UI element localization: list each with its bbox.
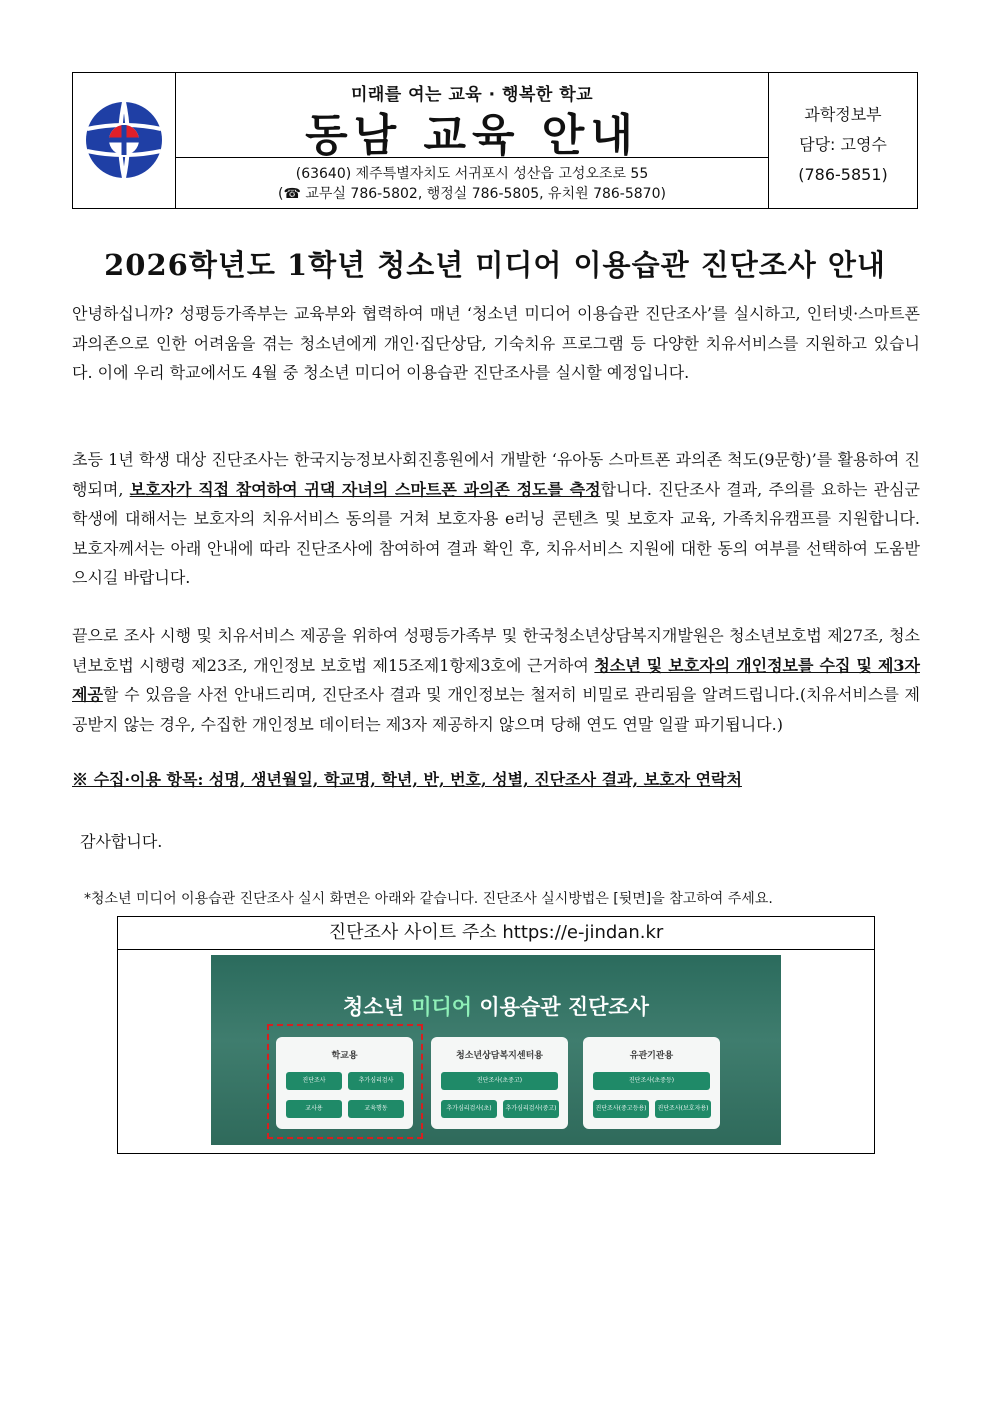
card-agency-title: 유관기관용 [629,1051,674,1061]
highlight-dashed-box [267,1024,423,1139]
letterhead [72,72,918,209]
card-counseling-center [431,1037,568,1129]
screenshot-note: *청소년 미디어 이용습관 진단조사 실시 화면은 아래와 같습니다. 진단조사 실시방법은 [뒷면]을 참고하여 주세요. [84,891,773,907]
paragraph-survey [72,445,920,593]
paragraph-privacy [72,621,920,739]
address-area [176,158,768,208]
site-address-box [117,916,875,1154]
contact-phone: (786-5851) [798,165,888,184]
paragraph-survey-part2: 합니다. 진단조사 결과, 주의를 요하는 관심군 학생에 대해서는 보호자의 치유서비스 동의를 거쳐 보호자용 e러닝 콘텐츠 및 보호자 교육, 가족치유캠프를 지원합니다. 보호자께서는 아래 안내에 따라 진단조사에 참여하여 결과 확인 후, 치유서비스 지원에 대한 동의 여부를 선택하여 도움받으시길 바랍니다. [72,479,920,587]
emphasis-guardian-participation: 보호자가 직접 참여하여 귀댁 자녀의 스마트폰 과의존 정도를 측정 [129,479,601,499]
card-school-button[interactable]: 진단조사 [286,1072,342,1090]
school-phones: (☎ 교무실 786-5802, 행정실 786-5805, 유치원 786-5870) [278,186,666,202]
emphasis-privacy-collection: 청소년 및 보호자의 개인정보를 수집 및 제3자 제공 [72,655,920,704]
card-school-button[interactable]: 교육행동 [348,1100,404,1118]
document-title: 2026학년도 1학년 청소년 미디어 이용습관 진단조사 안내 [104,248,886,282]
card-counseling-button[interactable]: 추가심리검사(초) [441,1100,497,1118]
card-school-title: 학교용 [331,1051,358,1061]
card-agency-button[interactable]: 진단조사(초중등) [593,1072,710,1090]
slogan: 미래를 여는 교육 · 행복한 학교 [350,85,594,105]
site-title-accent: 미디어 [411,995,473,1019]
card-counseling-button[interactable]: 추가심리검사(중고) [503,1100,559,1118]
collected-items: ※ 수집·이용 항목: 성명, 생년월일, 학교명, 학년, 반, 번호, 성별, 진단조사 결과, 보호자 연락처 [72,770,742,789]
site-address[interactable]: 진단조사 사이트 주소 https://e-jindan.kr [118,917,874,950]
paragraph-privacy-part2: 할 수 있음을 사전 안내드리며, 진단조사 결과 및 개인정보는 철저히 비밀로 관리됨을 알려드립니다.(치유서비스를 제공받지 않는 경우, 수집한 개인정보 데이터는 제3자 제공하지 않으며 당해 연도 연말 일괄 파기됩니다.) [72,685,920,734]
card-counseling-button[interactable]: 진단조사(초중고) [441,1072,558,1090]
school-logo-icon [83,99,165,181]
card-agency-button[interactable]: 진단조사(보호자용) [655,1100,711,1118]
contact-info [769,73,917,208]
paragraph-privacy-part1: 끝으로 조사 시행 및 치유서비스 제공을 위하여 성평등가족부 및 한국청소년상담복지개발원은 청소년보호법 제27조, 청소년보호법 시행령 제23조, 개인정보 보호법 제15조제1항제3호에 근거하여 [72,626,920,675]
site-title-part1: 청소년 [343,995,412,1019]
paragraph-survey-part1: 초등 1년 학생 대상 진단조사는 한국지능정보사회진흥원에서 개발한 ‘유아동 스마트폰 과의존 척도(9문항)’를 활용하여 진행되며, [72,450,920,499]
card-counseling-title: 청소년상담복지센터용 [456,1051,543,1061]
card-school-button[interactable]: 교사용 [286,1100,342,1118]
site-screenshot [211,955,781,1145]
card-school-button[interactable]: 추가심리검사 [348,1072,404,1090]
closing-thanks: 감사합니다. [80,832,163,851]
card-agency-button[interactable]: 진단조사(중고등용) [593,1100,649,1118]
contact-person: 담당: 고영수 [799,135,887,154]
header-center [176,73,769,208]
paragraph-intro: 안녕하십니까? 성평등가족부는 교육부와 협력하여 매년 ‘청소년 미디어 이용습관 진단조사’를 실시하고, 인터넷·스마트폰 과의존으로 인한 어려움을 겪는 청소년에게 개인·집단상담, 기숙치유 프로그램 등 다양한 치유서비스를 지원하고 있습니다. 이에 우리 학교에서도 4월 중 청소년 미디어 이용습관 진단조사를 실시할 예정입니다. [72,304,920,382]
department: 과학정보부 [804,105,882,124]
site-screenshot-title [211,991,781,1021]
logo-cell [73,73,176,208]
site-title-part2: 이용습관 진단조사 [472,995,649,1019]
title-area [176,73,768,161]
card-related-agency [583,1037,720,1129]
school-title: 동남 교육 안내 [305,110,639,161]
school-address: (63640) 제주특별자치도 서귀포시 성산읍 고성오조로 55 [295,166,649,182]
